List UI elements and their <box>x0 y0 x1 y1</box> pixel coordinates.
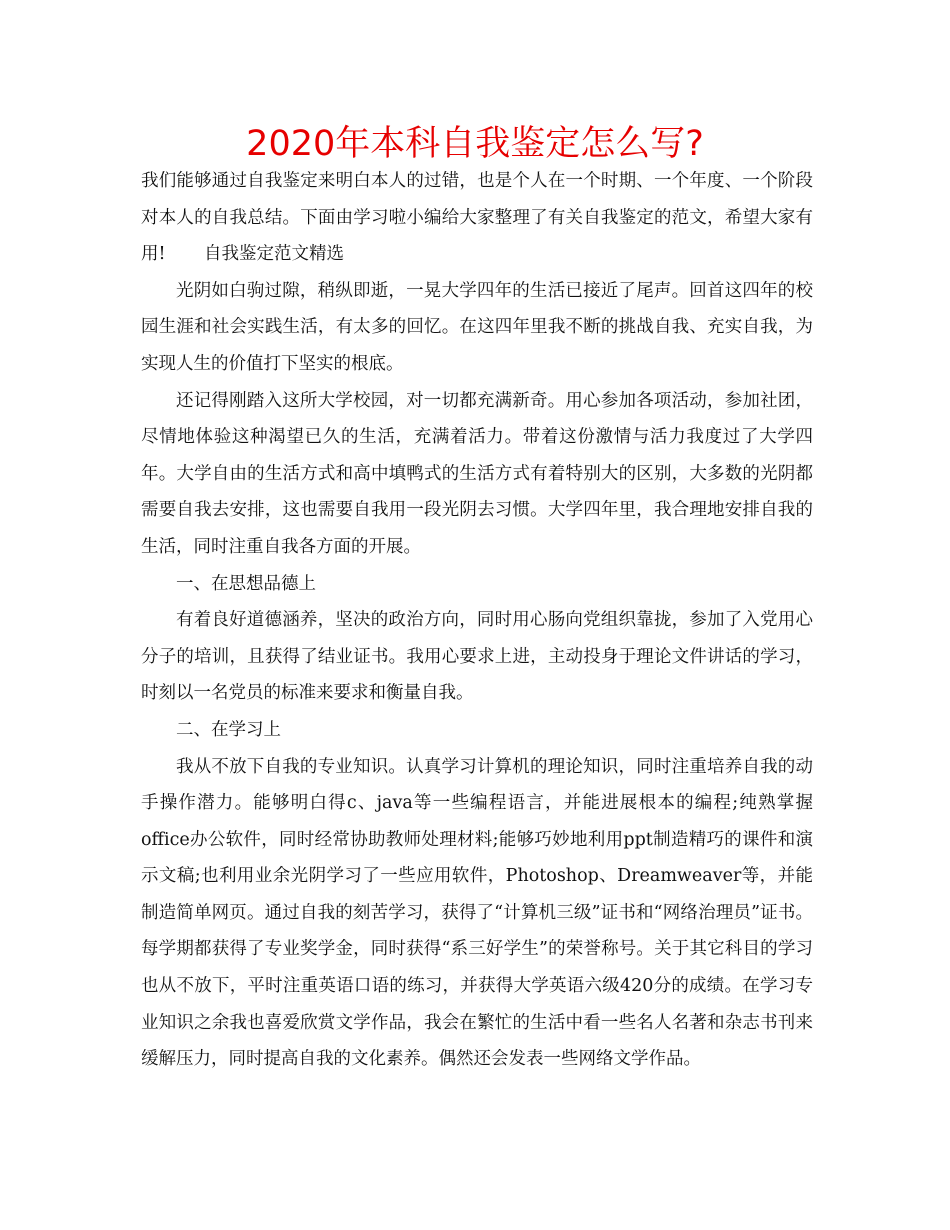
intro-heading: 自我鉴定范文精选 <box>204 244 345 265</box>
document-title: 2020年本科自我鉴定怎么写? <box>246 124 704 164</box>
intro-paragraph <box>141 163 813 273</box>
paragraph-2: 还记得刚踏入这所大学校园，对一切都充满新奇。用心参加各项活动，参加社团，尽情地体验这种渴望已久的生活，充满着活力。带着这份激情与活力我度过了大学四年。大学自由的生活方式和高中填鸭式的生活方式有着特别大的区别，大多数的光阴都需要自我去安排，这也需要自我用一段光阴去习惯。大学四年里，我合理地安排自我的生活，同时注重自我各方面的开展。 <box>141 390 813 557</box>
intro-text: 我们能够通过自我鉴定来明白本人的过错，也是个人在一个时期、一个年度、一个阶段对本人的自我总结。下面由学习啦小编给大家整理了有关自我鉴定的范文，希望大家有用! <box>141 171 813 265</box>
document-body <box>141 163 813 1078</box>
paragraph-4: 我从不放下自我的专业知识。认真学习计算机的理论知识，同时注重培养自我的动手操作潜力。能够明白得c、java等一些编程语言，并能进展根本的编程;纯熟掌握office办公软件，同时经常协助教师处理材料;能够巧妙地利用ppt制造精巧的课件和演示文稿;也利用业余光阴学习了一些应用软件，Photoshop、Dreamweaver等，并能制造简单网页。通过自我的刻苦学习，获得了“计算机三级”证书和“网络治理员”证书。每学期都获得了专业奖学金，同时获得“系三好学生”的荣誉称号。关于其它科目的学习也从不放下，平时注重英语口语的练习，并获得大学英语六级420分的成绩。在学习专业知识之余我也喜爱欣赏文学作品，我会在繁忙的生活中看一些名人名著和杂志书刊来缓解压力，同时提高自我的文化素养。偶然还会发表一些网络文学作品。 <box>141 756 813 1070</box>
section-heading-study: 二、在学习上 <box>176 719 281 740</box>
section-heading-moral: 一、在思想品德上 <box>176 573 316 594</box>
paragraph-1: 光阴如白驹过隙，稍纵即逝，一晃大学四年的生活已接近了尾声。回首这四年的校园生涯和社会实践生活，有太多的回忆。在这四年里我不断的挑战自我、充实自我，为实现人生的价值打下坚实的根底。 <box>141 280 813 374</box>
paragraph-3: 有着良好道德涵养，坚决的政治方向，同时用心肠向党组织靠拢，参加了入党用心分子的培训，且获得了结业证书。我用心要求上进，主动投身于理论文件讲话的学习，时刻以一名党员的标准来要求和衡量自我。 <box>141 610 813 704</box>
